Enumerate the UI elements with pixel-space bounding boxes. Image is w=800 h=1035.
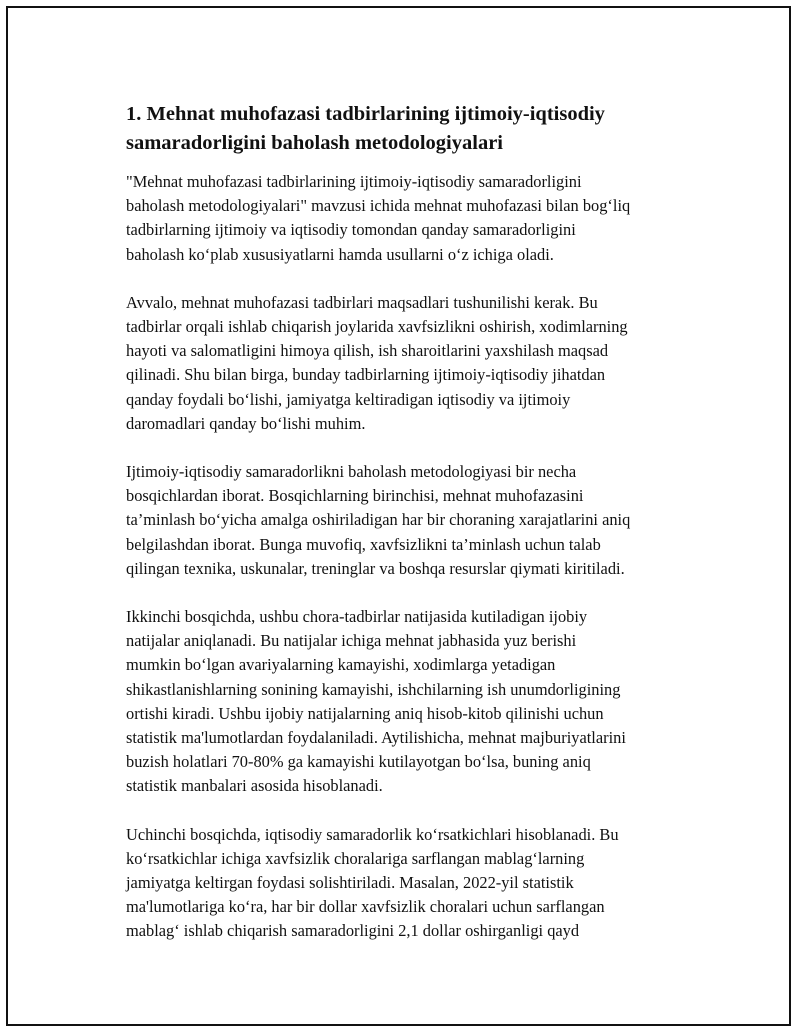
- text-line: statistik manbalari asosida hisoblanadi.: [126, 776, 383, 796]
- paragraph: [126, 291, 696, 436]
- paragraph: [126, 460, 696, 581]
- heading-line: 1. Mehnat muhofazasi tadbirlarining ijtimoiy-iqtisodiy: [126, 103, 605, 125]
- text-line: qanday foydali bo‘lishi, jamiyatga keltiradigan iqtisodiy va ijtimoiy: [126, 389, 571, 409]
- text-line: hayoti va salomatligini himoya qilish, ish sharoitlarini yaxshilash maqsad: [126, 341, 609, 361]
- section-heading: [126, 100, 696, 158]
- paragraph: [126, 823, 696, 944]
- text-line: mumkin bo‘lgan avariyalarning kamayishi, xodimlarga yetadigan: [126, 655, 556, 675]
- text-line: daromadlari qanday bo‘lishi muhim.: [126, 413, 366, 433]
- heading-line: samaradorligini baholash metodologiyalari: [126, 132, 503, 154]
- text-line: Avvalo, mehnat muhofazasi tadbirlari maqsadlari tushunilishi kerak. Bu: [126, 292, 598, 312]
- paragraph: [126, 605, 696, 799]
- text-line: belgilashdan iborat. Bunga muvofiq, xavfsizlikni ta’minlash uchun talab: [126, 534, 601, 554]
- text-line: ma'lumotlariga ko‘ra, har bir dollar xavfsizlik choralari uchun sarflangan: [126, 897, 605, 917]
- text-line: ko‘rsatkichlar ichiga xavfsizlik choralariga sarflangan mablag‘larning: [126, 848, 585, 868]
- text-line: bosqichlardan iborat. Bosqichlarning birinchisi, mehnat muhofazasini: [126, 486, 584, 506]
- text-line: qilingan texnika, uskunalar, treninglar va boshqa resurslar qiymati kiritiladi.: [126, 558, 625, 578]
- text-line: shikastlanishlarning sonining kamayishi, ishchilarning ish unumdorligining: [126, 679, 621, 699]
- text-line: tadbirlarning ijtimoiy va iqtisodiy tomondan qanday samaradorligini: [126, 220, 576, 240]
- text-line: baholash ko‘plab xususiyatlarni hamda usullarni o‘z ichiga oladi.: [126, 244, 554, 264]
- text-line: Ijtimoiy-iqtisodiy samaradorlikni baholash metodologiyasi bir necha: [126, 462, 577, 482]
- text-line: statistik ma'lumotlardan foydalaniladi. Aytilishicha, mehnat majburiyatlarini: [126, 728, 626, 748]
- text-line: ta’minlash bo‘yicha amalga oshiriladigan har bir choraning xarajatlarini aniq: [126, 510, 631, 530]
- text-line: "Mehnat muhofazasi tadbirlarining ijtimoiy-iqtisodiy samaradorligini: [126, 172, 582, 191]
- document-body: [126, 100, 696, 968]
- text-line: mablag‘ ishlab chiqarish samaradorligini 2,1 dollar oshirganligi qayd: [126, 921, 580, 941]
- text-line: tadbirlar orqali ishlab chiqarish joylarida xavfsizlikni oshirish, xodimlarning: [126, 317, 628, 337]
- text-line: Ikkinchi bosqichda, ushbu chora-tadbirlar natijasida kutiladigan ijobiy: [126, 607, 588, 627]
- text-line: jamiyatga keltirgan foydasi solishtiriladi. Masalan, 2022-yil statistik: [126, 873, 574, 893]
- text-line: buzish holatlari 70-80% ga kamayishi kutilayotgan bo‘lsa, buning aniq: [126, 752, 591, 772]
- text-line: baholash metodologiyalari" mavzusi ichida mehnat muhofazasi bilan bog‘liq: [126, 196, 631, 216]
- text-line: natijalar aniqlanadi. Bu natijalar ichiga mehnat jabhasida yuz berishi: [126, 631, 577, 651]
- text-line: ortishi kiradi. Ushbu ijobiy natijalarning aniq hisob-kitob qilinishi uchun: [126, 703, 604, 723]
- text-line: qilinadi. Shu bilan birga, bunday tadbirlarning ijtimoiy-iqtisodiy jihatdan: [126, 365, 606, 385]
- text-line: Uchinchi bosqichda, iqtisodiy samaradorlik ko‘rsatkichlari hisoblanadi. Bu: [126, 824, 619, 844]
- page-frame: [6, 6, 791, 1026]
- paragraph: [126, 170, 696, 267]
